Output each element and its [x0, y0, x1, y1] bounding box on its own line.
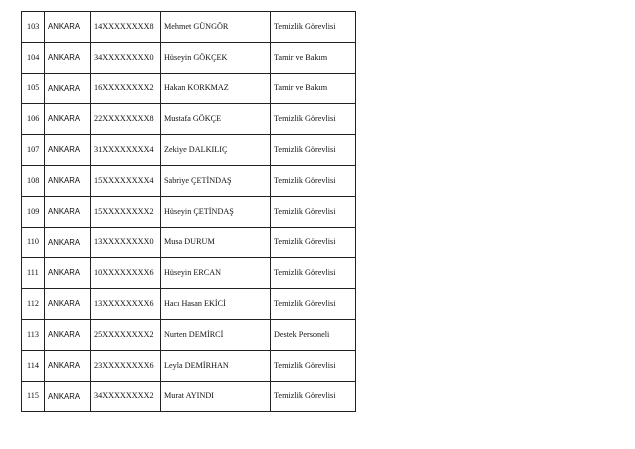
position-cell: Temizlik Görevlisi [271, 258, 356, 289]
city-cell: ANKARA [45, 227, 91, 258]
id-number-cell: 34XXXXXXXX0 [91, 42, 161, 73]
position-cell: Tamir ve Bakım [271, 42, 356, 73]
full-name-cell: Mehmet GÜNGÖR [161, 12, 271, 43]
position-cell: Temizlik Görevlisi [271, 12, 356, 43]
city-cell: ANKARA [45, 42, 91, 73]
table-row [22, 165, 356, 196]
full-name-cell: Mustafa GÖKÇE [161, 104, 271, 135]
table-row [22, 73, 356, 104]
personnel-table-body [22, 12, 356, 412]
id-number-cell: 34XXXXXXXX2 [91, 381, 161, 412]
position-cell: Temizlik Görevlisi [271, 227, 356, 258]
row-number-cell: 108 [22, 165, 45, 196]
full-name-cell: Hüseyin GÖKÇEK [161, 42, 271, 73]
table-row [22, 319, 356, 350]
table-row [22, 104, 356, 135]
city-cell: ANKARA [45, 258, 91, 289]
table-row [22, 381, 356, 412]
table-row [22, 350, 356, 381]
city-cell: ANKARA [45, 381, 91, 412]
full-name-cell: Hüseyin ERCAN [161, 258, 271, 289]
position-cell: Temizlik Görevlisi [271, 381, 356, 412]
personnel-table [21, 11, 356, 412]
id-number-cell: 13XXXXXXXX0 [91, 227, 161, 258]
row-number-cell: 104 [22, 42, 45, 73]
row-number-cell: 109 [22, 196, 45, 227]
city-cell: ANKARA [45, 73, 91, 104]
row-number-cell: 105 [22, 73, 45, 104]
city-cell: ANKARA [45, 319, 91, 350]
row-number-cell: 106 [22, 104, 45, 135]
city-cell: ANKARA [45, 12, 91, 43]
table-row [22, 289, 356, 320]
row-number-cell: 112 [22, 289, 45, 320]
city-cell: ANKARA [45, 104, 91, 135]
row-number-cell: 107 [22, 135, 45, 166]
full-name-cell: Murat AYINDI [161, 381, 271, 412]
id-number-cell: 25XXXXXXXX2 [91, 319, 161, 350]
id-number-cell: 16XXXXXXXX2 [91, 73, 161, 104]
full-name-cell: Zekiye DALKILIÇ [161, 135, 271, 166]
city-cell: ANKARA [45, 196, 91, 227]
city-cell: ANKARA [45, 135, 91, 166]
table-row [22, 227, 356, 258]
table-row [22, 12, 356, 43]
full-name-cell: Nurten DEMİRCİ [161, 319, 271, 350]
row-number-cell: 113 [22, 319, 45, 350]
table-row [22, 135, 356, 166]
city-cell: ANKARA [45, 165, 91, 196]
row-number-cell: 110 [22, 227, 45, 258]
city-cell: ANKARA [45, 289, 91, 320]
id-number-cell: 15XXXXXXXX2 [91, 196, 161, 227]
full-name-cell: Sabriye ÇETİNDAŞ [161, 165, 271, 196]
full-name-cell: Hacı Hasan EKİCİ [161, 289, 271, 320]
position-cell: Temizlik Görevlisi [271, 135, 356, 166]
row-number-cell: 103 [22, 12, 45, 43]
position-cell: Temizlik Görevlisi [271, 289, 356, 320]
position-cell: Temizlik Görevlisi [271, 196, 356, 227]
position-cell: Temizlik Görevlisi [271, 104, 356, 135]
id-number-cell: 23XXXXXXXX6 [91, 350, 161, 381]
row-number-cell: 115 [22, 381, 45, 412]
id-number-cell: 22XXXXXXXX8 [91, 104, 161, 135]
row-number-cell: 111 [22, 258, 45, 289]
city-cell: ANKARA [45, 350, 91, 381]
row-number-cell: 114 [22, 350, 45, 381]
table-row [22, 196, 356, 227]
table-row [22, 258, 356, 289]
full-name-cell: Hüseyin ÇETİNDAŞ [161, 196, 271, 227]
table-row [22, 42, 356, 73]
position-cell: Destek Personeli [271, 319, 356, 350]
id-number-cell: 13XXXXXXXX6 [91, 289, 161, 320]
full-name-cell: Leyla DEMİRHAN [161, 350, 271, 381]
full-name-cell: Hakan KORKMAZ [161, 73, 271, 104]
full-name-cell: Musa DURUM [161, 227, 271, 258]
id-number-cell: 31XXXXXXXX4 [91, 135, 161, 166]
id-number-cell: 14XXXXXXXX8 [91, 12, 161, 43]
position-cell: Tamir ve Bakım [271, 73, 356, 104]
position-cell: Temizlik Görevlisi [271, 165, 356, 196]
id-number-cell: 10XXXXXXXX6 [91, 258, 161, 289]
position-cell: Temizlik Görevlisi [271, 350, 356, 381]
id-number-cell: 15XXXXXXXX4 [91, 165, 161, 196]
